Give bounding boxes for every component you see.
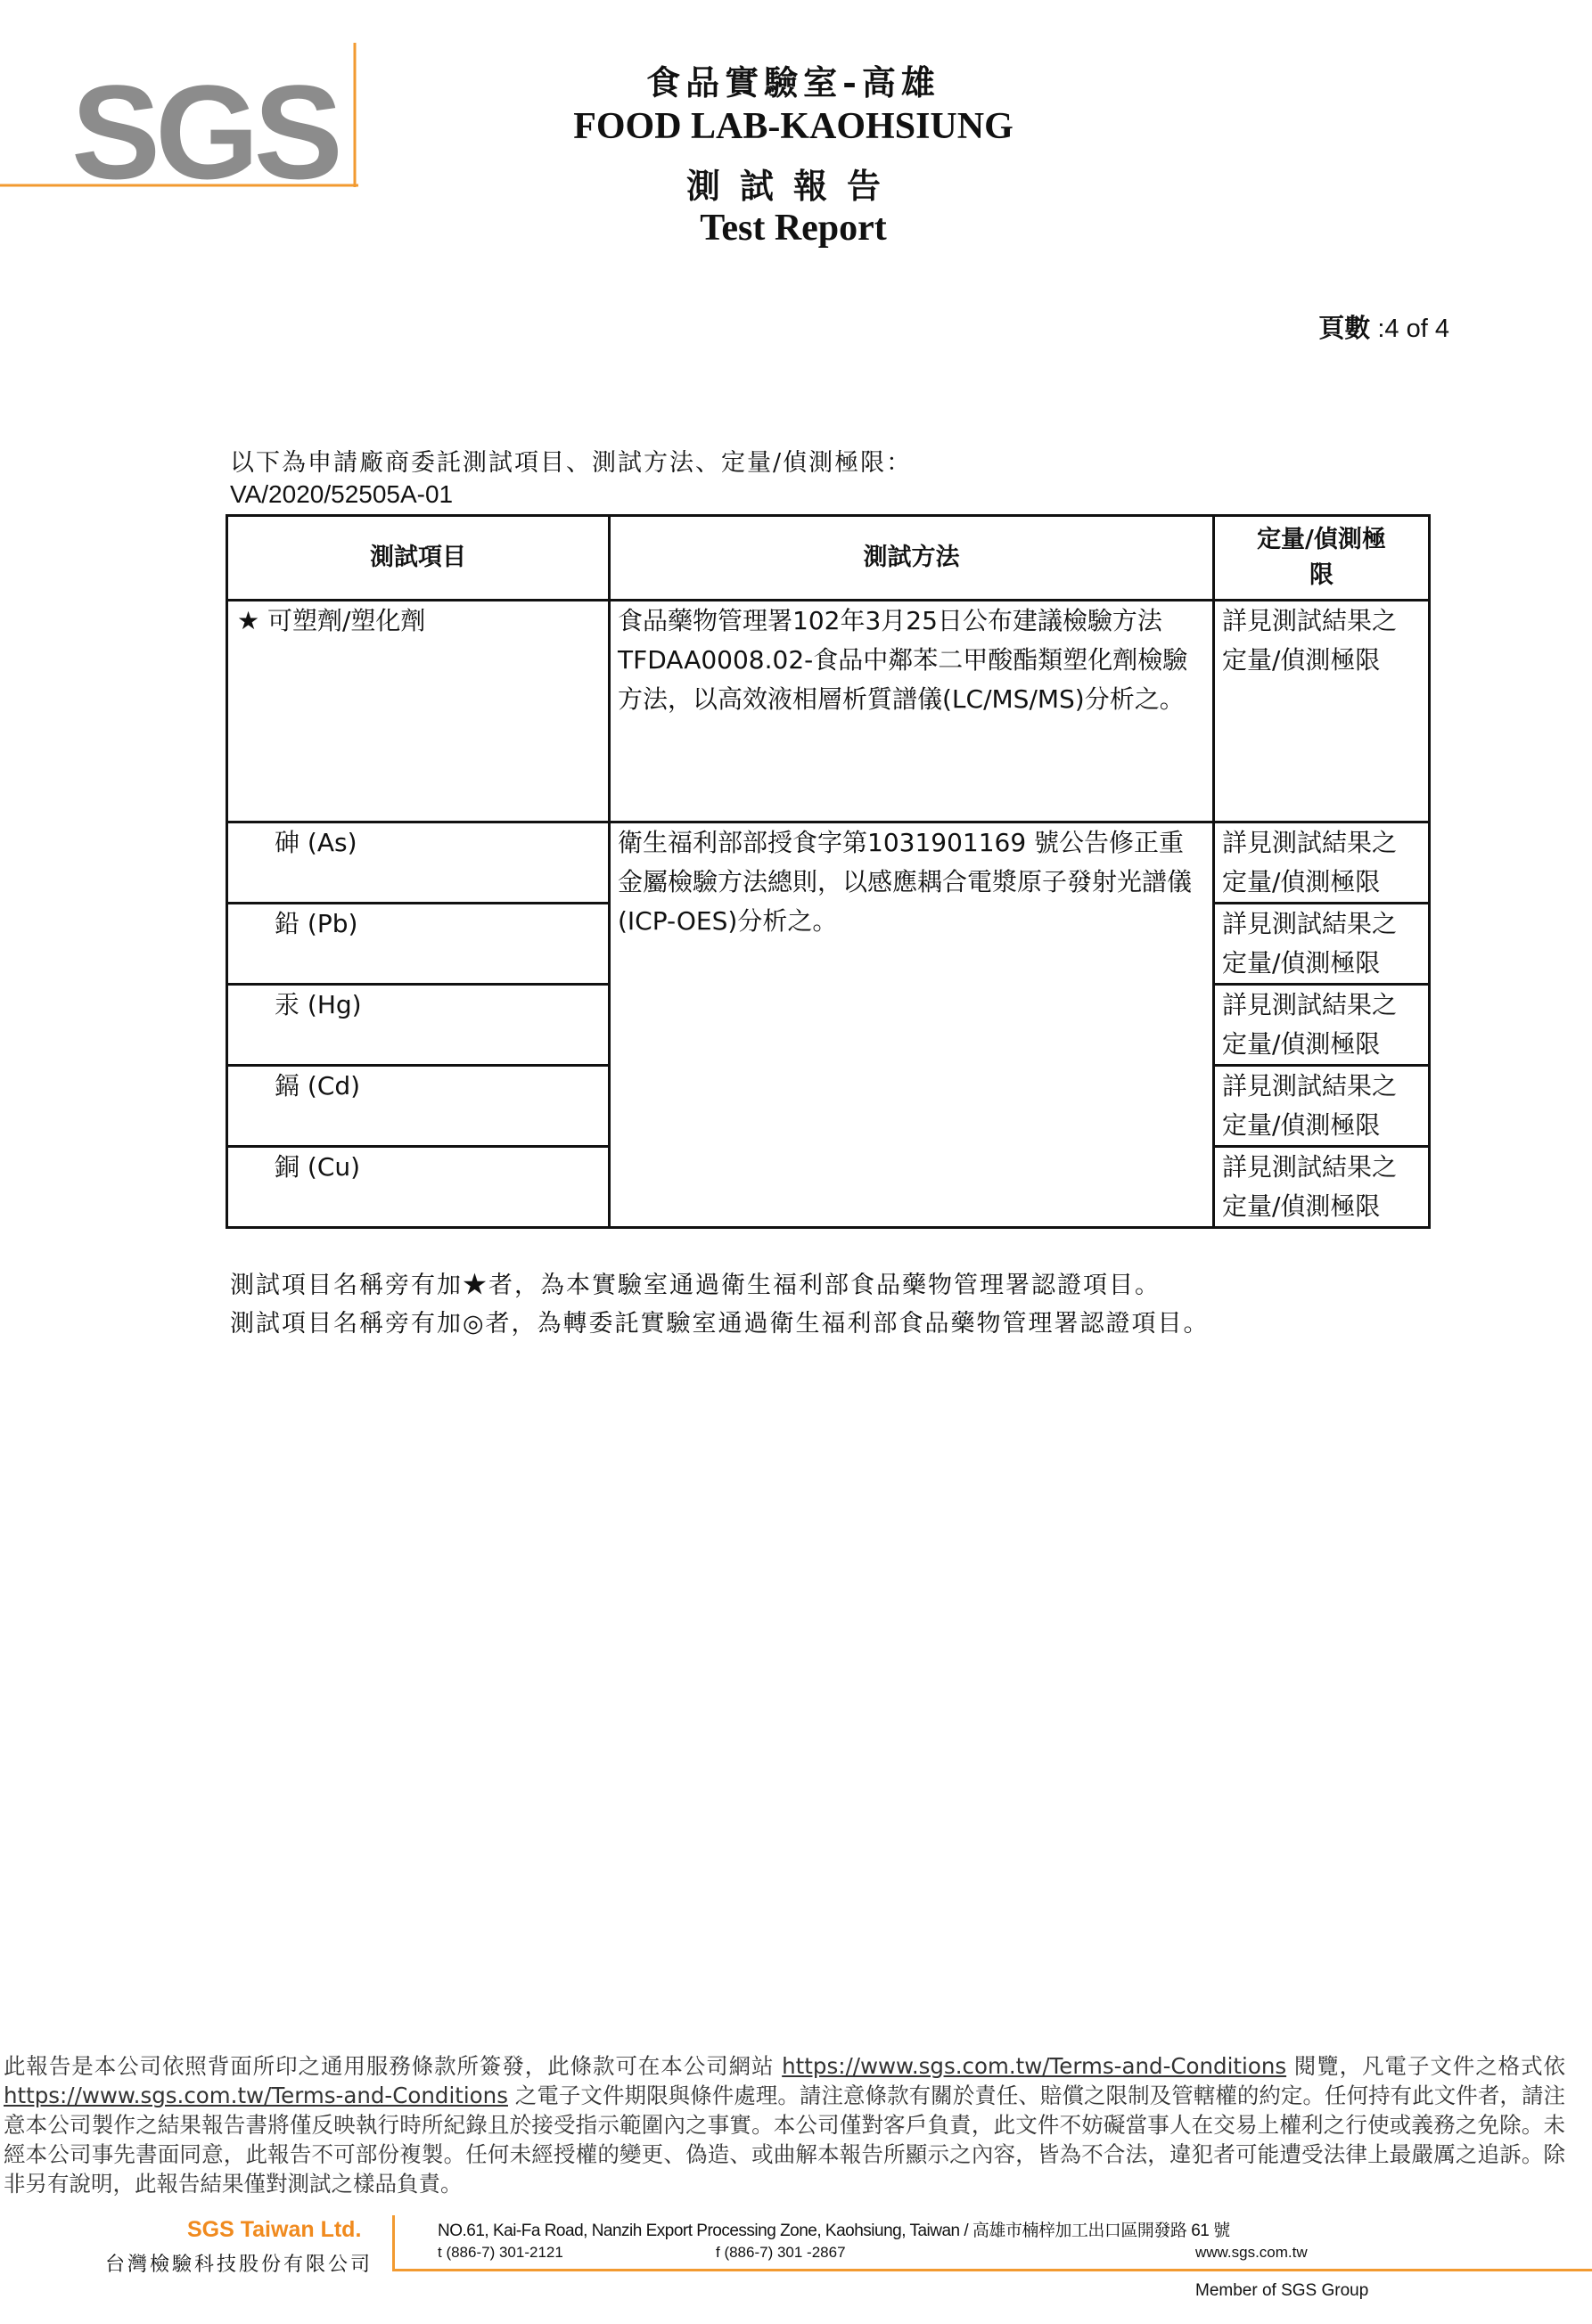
footer-tel: t (886-7) 301-2121	[438, 2244, 563, 2261]
report-id: VA/2020/52505A-01	[230, 480, 454, 508]
header-limit	[1214, 516, 1430, 601]
row-limit: 詳見測試結果之定量/偵測極限	[1214, 985, 1430, 1066]
header-title-zh: 食品實驗室-高雄	[646, 62, 940, 102]
terms-link[interactable]: https://www.sgs.com.tw/Terms-and-Conditions	[782, 2053, 1287, 2079]
footer-divider-vertical	[392, 2215, 395, 2271]
row-limit: 詳見測試結果之定量/偵測極限	[1214, 904, 1430, 985]
disclaimer-part3: 之電子文件期限與條件處理。請注意條款有關於責任、賠償之限制及管轄權的約定。任何持有此文件者，請注意本公司製作之結果報告書將僅反映執行時所紀錄且於接受指示範圍內之事實。本公司僅對客戶負責，此文件不妨礙當事人在交易上權利之行使或義務之免除。未經本公司事先書面同意，此報告不可部份複製。任何未經授權的變更、偽造、或曲解本報告所顯示之內容，皆為不合法，違犯者可能遭受法律上最嚴厲之追訴。除非另有說明，此報告結果僅對測試之樣品負責。	[4, 2083, 1565, 2197]
footer-website[interactable]: www.sgs.com.tw	[1195, 2244, 1308, 2261]
row-item: ★ 可塑劑/塑化劑	[227, 601, 610, 822]
test-methods-table	[226, 514, 1431, 1229]
row-limit: 詳見測試結果之定量/偵測極限	[1214, 1066, 1430, 1147]
row-limit: 詳見測試結果之定量/偵測極限	[1214, 822, 1430, 904]
terms-link[interactable]: https://www.sgs.com.tw/Terms-and-Conditions	[4, 2083, 508, 2108]
header-subtitle-zh: 測試報告	[685, 166, 900, 206]
header-test-item: 測試項目	[227, 516, 610, 601]
header-subtitle-en: Test Report	[700, 208, 887, 249]
footer-member: Member of SGS Group	[1195, 2281, 1369, 2300]
row-item: 砷 (As)	[227, 822, 610, 904]
note-accredited: 測試項目名稱旁有加★者，為本實驗室通過衛生福利部食品藥物管理署認證項目。	[230, 1272, 1161, 1299]
row-item: 銅 (Cu)	[227, 1147, 610, 1228]
table-row	[227, 601, 1430, 822]
footer-divider	[392, 2269, 1592, 2271]
footer-address: NO.61, Kai-Fa Road, Nanzih Export Processing Zone, Kaohsiung, Taiwan / 高雄市楠梓加工出口區開發路 61 號	[438, 2222, 1230, 2240]
row-limit: 詳見測試結果之定量/偵測極限	[1214, 1147, 1430, 1228]
disclaimer-part2: 閱覽，凡電子文件之格式依	[1286, 2053, 1565, 2079]
row-item: 鎘 (Cd)	[227, 1066, 610, 1147]
page-number-value: :4 of 4	[1377, 315, 1449, 343]
intro-text: 以下為申請廠商委託測試項目、測試方法、定量/偵測極限：	[230, 449, 913, 477]
row-item: 鉛 (Pb)	[227, 904, 610, 985]
table-header-row	[227, 516, 1430, 601]
logo-text: SGS	[71, 57, 338, 196]
footer-company-en: SGS Taiwan Ltd.	[187, 2217, 362, 2242]
note-subcontracted: 測試項目名稱旁有加◎者，為轉委託實驗室通過衛生福利部食品藥物管理署認證項目。	[230, 1310, 1210, 1338]
disclaimer	[4, 2051, 1565, 2198]
disclaimer-part1: 此報告是本公司依照背面所印之通用服務條款所簽發，此條款可在本公司網站	[4, 2053, 783, 2079]
footer-company-zh: 台灣檢驗科技股份有限公司	[105, 2254, 373, 2276]
page-number	[1318, 308, 1449, 345]
row-method: 食品藥物管理署102年3月25日公布建議檢驗方法TFDAA0008.02-食品中鄰苯二甲酸酯類塑化劑檢驗方法，以高效液相層析質譜儀(LC/MS/MS)分析之。	[610, 601, 1214, 822]
row-item: 汞 (Hg)	[227, 985, 610, 1066]
row-method: 衛生福利部部授食字第1031901169 號公告修正重金屬檢驗方法總則，以感應耦合電漿原子發射光譜儀(ICP-OES)分析之。	[610, 822, 1214, 1228]
header-limit-text: 定量/偵測極限	[1257, 526, 1386, 589]
table-row	[227, 822, 1430, 904]
row-limit: 詳見測試結果之定量/偵測極限	[1214, 601, 1430, 822]
header-title-en: FOOD LAB-KAOHSIUNG	[573, 106, 1013, 147]
sgs-logo	[0, 36, 374, 196]
footer-fax: f (886-7) 301 -2867	[716, 2244, 846, 2261]
page-number-label: 頁數	[1318, 313, 1371, 343]
header-test-method: 測試方法	[610, 516, 1214, 601]
